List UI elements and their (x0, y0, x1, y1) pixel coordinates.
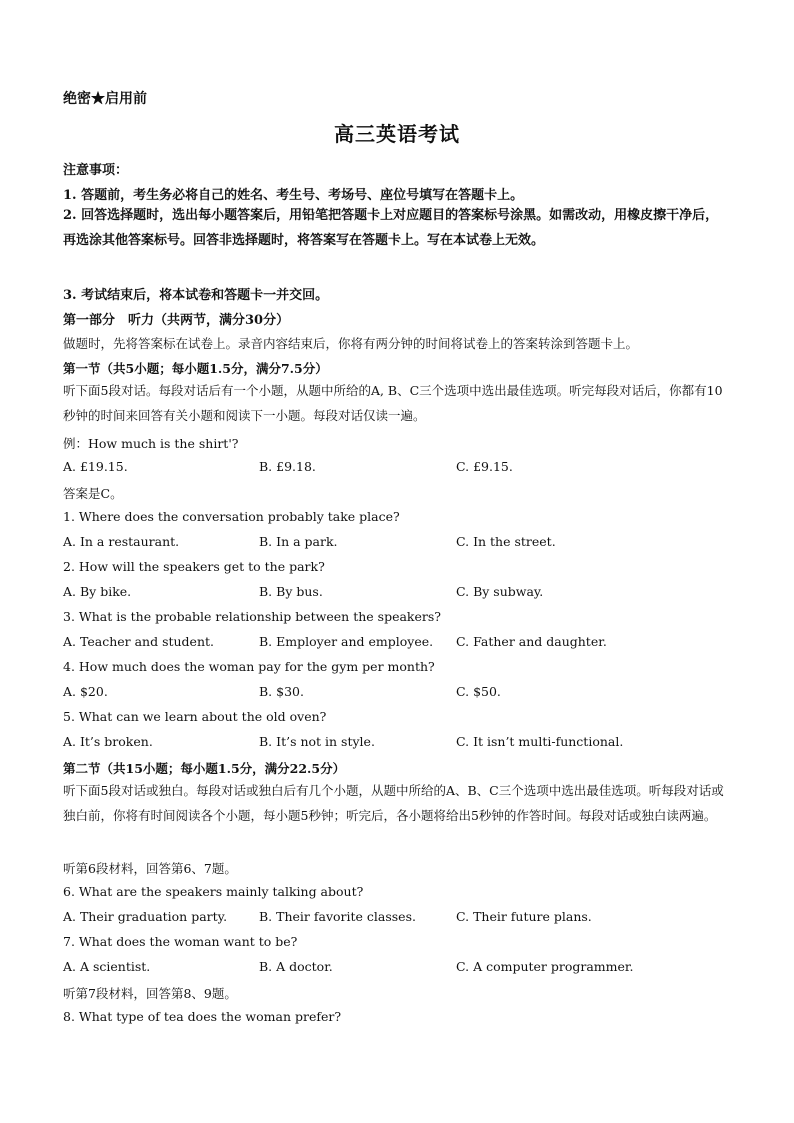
notice-item-3: 3. 考试结束后，将本试卷和答题卡一并交回。 (63, 288, 329, 303)
q3-option-b: B. Employer and employee. (259, 634, 434, 649)
example-question: 例：How much is the shirt'? (63, 436, 239, 451)
notice-heading: 注意事项： (63, 163, 129, 178)
section1-heading: 第一节（共5小题；每小题1.5分，满分7.5分） (63, 361, 328, 376)
q5-option-c: C. It isn’t multi-functional. (456, 734, 624, 749)
question-5: 5. What can we learn about the old oven? (63, 709, 327, 724)
section1-instruction: 听下面5段对话。每段对话后有一个小题，从题中所给的A, B、C三个选项中选出最佳选项。听完每段对话后，你都有10秒钟的时间来回答有关小题和阅读下一小题。每段对话仅读一遍。 (63, 383, 723, 423)
section2-heading: 第二节（共15小题；每小题1.5分，满分22.5分） (63, 761, 346, 776)
q7-option-c: C. A computer programmer. (456, 959, 634, 974)
question-2: 2. How will the speakers get to the park? (63, 559, 325, 574)
example-option-a: A. £19.15. (63, 459, 128, 474)
q1-option-b: B. In a park. (259, 534, 338, 549)
notice-item-1: 1. 答题前，考生务必将自己的姓名、考生号、考场号、座位号填写在答题卡上。 (63, 188, 524, 203)
q4-option-a: A. $20. (63, 684, 108, 699)
example-option-c: C. £9.15. (456, 459, 513, 474)
q1-option-c: C. In the street. (456, 534, 556, 549)
part1-heading: 第一部分 听力（共两节，满分30分） (63, 313, 290, 328)
q5-option-b: B. It’s not in style. (259, 734, 375, 749)
page-title: 高三英语考试 (334, 122, 460, 146)
question-7: 7. What does the woman want to be? (63, 934, 298, 949)
q6-option-c: C. Their future plans. (456, 909, 592, 924)
q2-option-c: C. By subway. (456, 584, 544, 599)
question-4: 4. How much does the woman pay for the gym per month? (63, 659, 435, 674)
q2-option-b: B. By bus. (259, 584, 323, 599)
q1-option-a: A. In a restaurant. (63, 534, 180, 549)
question-1: 1. Where does the conversation probably take place? (63, 509, 400, 524)
example-option-b: B. £9.18. (259, 459, 316, 474)
q5-option-a: A. It’s broken. (63, 734, 153, 749)
question-3: 3. What is the probable relationship between the speakers? (63, 609, 441, 624)
notice-item-2: 2. 回答选择题时，选出每小题答案后，用铅笔把答题卡上对应题目的答案标号涂黑。如需改动，用橡皮擦干净后，再选涂其他答案标号。回答非选择题时，将答案写在答题卡上。写在本试卷上无效。 (63, 208, 719, 248)
q7-option-a: A. A scientist. (63, 959, 151, 974)
question-8: 8. What type of tea does the woman prefer? (63, 1009, 342, 1024)
q4-option-b: B. $30. (259, 684, 304, 699)
part1-instruction: 做题时，先将答案标在试卷上。录音内容结束后，你将有两分钟的时间将试卷上的答案转涂到答题卡上。 (63, 336, 639, 351)
material-6-label: 听第6段材料，回答第6、7题。 (63, 861, 237, 876)
q6-option-b: B. Their favorite classes. (259, 909, 416, 924)
confidential-label: 绝密★启用前 (63, 91, 147, 107)
example-answer: 答案是C。 (63, 486, 123, 501)
q3-option-a: A. Teacher and student. (63, 634, 215, 649)
q4-option-c: C. $50. (456, 684, 501, 699)
q6-option-a: A. Their graduation party. (63, 909, 228, 924)
q2-option-a: A. By bike. (63, 584, 132, 599)
question-6: 6. What are the speakers mainly talking about? (63, 884, 364, 899)
q3-option-c: C. Father and daughter. (456, 634, 607, 649)
q7-option-b: B. A doctor. (259, 959, 333, 974)
section2-instruction: 听下面5段对话或独白。每段对话或独白后有几个小题，从题中所给的A、B、C三个选项中选出最佳选项。听每段对话或独白前，你将有时间阅读各个小题，每小题5秒钟；听完后，各小题将给出5秒钟的作答时间。每段对话或独白读两遍。 (63, 783, 724, 823)
material-7-label: 听第7段材料，回答第8、9题。 (63, 986, 237, 1001)
